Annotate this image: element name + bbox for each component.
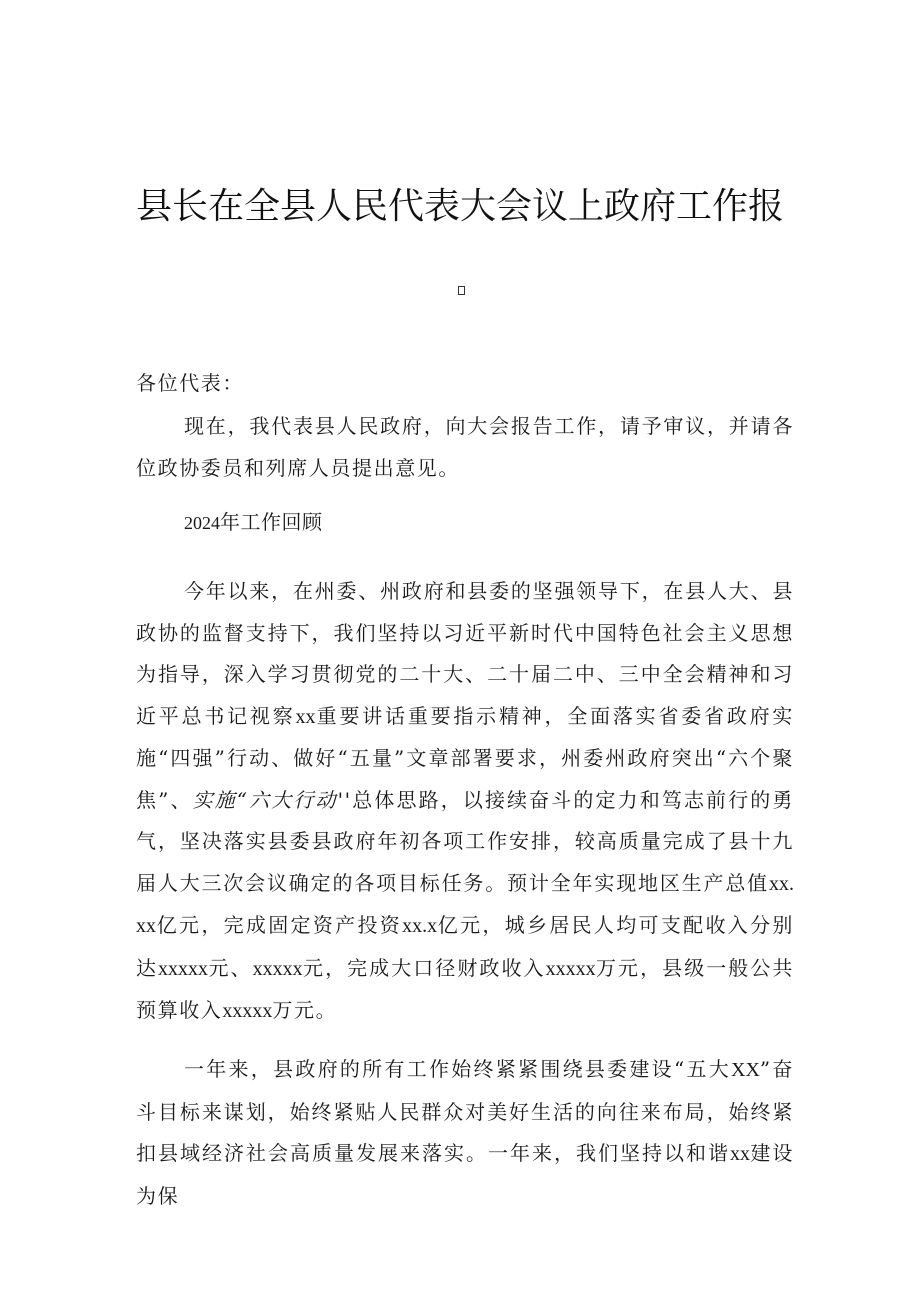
investment-value: xx.x	[402, 915, 438, 937]
summary-paragraph	[136, 1049, 794, 1217]
section-title: 年工作回顾	[220, 510, 323, 534]
section-year: 2024	[184, 513, 220, 533]
text-run: ”奋斗目标来谋划，始终紧贴人民群众对美好生活的向往来布局，始终紧扣县域经济社会高质量发展来落实。一年来，我们坚持以和谐	[136, 1057, 794, 1165]
text-run: 建设为保	[136, 1141, 794, 1208]
missing-glyph-box	[458, 286, 465, 295]
urban-income-value: xxxxx	[158, 957, 209, 980]
fiscal-revenue-value: xxxxx	[545, 957, 596, 980]
placeholder-value: xx	[295, 705, 316, 728]
text-run: 元，完成大口径财政收入	[302, 955, 546, 980]
salutation: 各位代表：	[136, 371, 244, 395]
text-run: 重要讲话重要指示精神，全面落实省委省政府实施“四强”行动、做好“五量”文章部署要求，州委州政府突出“六个聚焦”、	[136, 703, 794, 812]
text-run: 总体思路，以接续奋斗的定力和笃志前行的勇气，坚决落实县委县政府年初各项工作安排，较高质量完成了县十九届人大三次会议确定的各项目标任务。预计全年实现地区生产总值	[136, 787, 794, 895]
text-run: 一年来，县政府的所有工作始终紧紧围绕县委建设“五大	[184, 1057, 731, 1081]
text-run: 亿元，完成固定资产投资	[156, 913, 403, 937]
review-paragraph	[136, 571, 794, 1033]
section-heading	[184, 502, 323, 545]
text-run: 今年以来，在州委、州政府和县委的坚强领导下，在县人大、县政协的监督支持下，我们坚持以习近平新时代中国特色社会主义思想为指导，深入学习贯彻党的二十大、二十届二中、三中全会精神和习近平总书记视察	[136, 579, 794, 728]
text-run: 元、	[208, 955, 253, 980]
gdp-value: xx.xx	[136, 872, 794, 937]
rural-income-value: xxxxx	[252, 957, 303, 980]
text-run: 万元，县级一般公共预算收入	[136, 955, 794, 1022]
intro-paragraph: 现在，我代表县人民政府，向大会报告工作，请予审议，并请各位政协委员和列席人员提出意见。	[136, 414, 794, 480]
placeholder-value: xx	[730, 1143, 750, 1165]
document-title: 县长在全县人民代表大会议上政府工作报	[135, 186, 784, 227]
text-run: 万元。	[272, 998, 338, 1022]
placeholder-value: XX	[731, 1059, 760, 1081]
budget-revenue-value: xxxxx	[222, 1000, 273, 1022]
text-run: 亿元，城乡居民人均可支配收入分别达	[136, 913, 794, 980]
italic-text-run: 实施“六大行动''	[192, 787, 352, 812]
